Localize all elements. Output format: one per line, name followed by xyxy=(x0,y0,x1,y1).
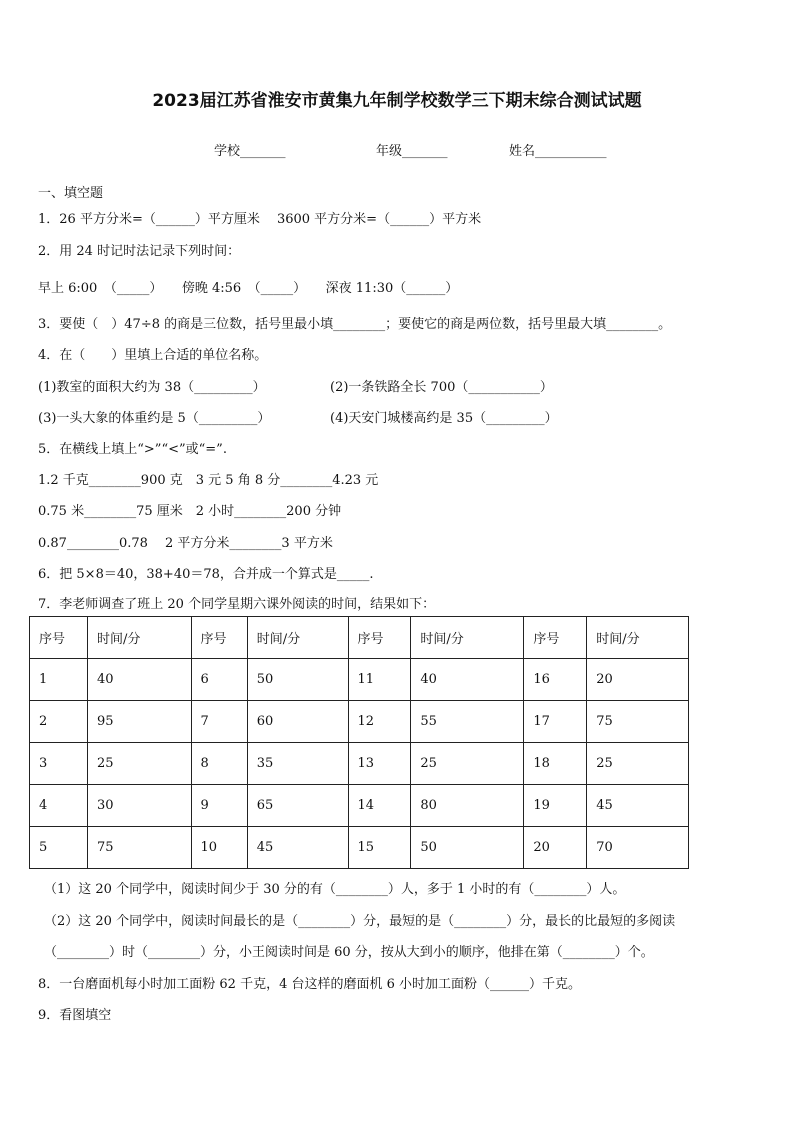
table-header-row xyxy=(30,617,689,659)
table-cell: 20 xyxy=(524,827,587,869)
table-header: 时间/分 xyxy=(247,617,348,659)
question-6: 6．把 5×8＝40，38+40＝78，合并成一个算式是_____. xyxy=(38,567,374,582)
table-cell: 55 xyxy=(411,701,524,743)
question-4-part-4: (4)天安门城楼高约是 35（_________） xyxy=(330,411,558,426)
question-5: 5．在横线上填上“>”“<”或“=”. xyxy=(38,442,227,457)
question-1: 1．26 平方分米=（______）平方厘米 3600 平方分米=（______）平方米 xyxy=(38,212,482,227)
table-cell: 30 xyxy=(87,785,191,827)
table-cell: 2 xyxy=(30,701,88,743)
table-header: 时间/分 xyxy=(411,617,524,659)
table-cell: 35 xyxy=(247,743,348,785)
table-cell: 4 xyxy=(30,785,88,827)
table-cell: 8 xyxy=(191,743,247,785)
section-heading: 一、填空题 xyxy=(38,186,104,201)
question-5-row-3: 0.87________0.78 2 平方分米________3 平方米 xyxy=(38,536,333,551)
page-title: 2023届江苏省淮安市黄集九年制学校数学三下期末综合测试试题 xyxy=(152,91,642,111)
table-cell: 95 xyxy=(87,701,191,743)
table-cell: 25 xyxy=(411,743,524,785)
table-header: 序号 xyxy=(348,617,411,659)
question-9: 9．看图填空 xyxy=(38,1008,112,1023)
table-cell: 9 xyxy=(191,785,247,827)
question-3: 3．要使（ ）47÷8 的商是三位数，括号里最小填________；要使它的商是两位数，括号里最大填________。 xyxy=(38,317,672,332)
table-cell: 60 xyxy=(247,701,348,743)
school-field: 学校_______ xyxy=(214,144,286,159)
table-cell: 6 xyxy=(191,659,247,701)
table-cell: 45 xyxy=(247,827,348,869)
grade-field: 年级_______ xyxy=(376,144,448,159)
question-5-row-1: 1.2 千克________900 克 3 元 5 角 8 分________4.23 元 xyxy=(38,473,379,488)
table-cell: 45 xyxy=(587,785,689,827)
table-cell: 3 xyxy=(30,743,88,785)
table-cell: 12 xyxy=(348,701,411,743)
table-header: 序号 xyxy=(524,617,587,659)
table-cell: 70 xyxy=(587,827,689,869)
table-cell: 14 xyxy=(348,785,411,827)
question-4-part-1: (1)教室的面积大约为 38（_________） xyxy=(38,380,266,395)
table-cell: 10 xyxy=(191,827,247,869)
table-cell: 7 xyxy=(191,701,247,743)
question-4: 4．在（ ）里填上合适的单位名称。 xyxy=(38,348,268,363)
table-header: 序号 xyxy=(191,617,247,659)
table-cell: 40 xyxy=(411,659,524,701)
table-cell: 25 xyxy=(87,743,191,785)
question-4-part-2: (2)一条铁路全长 700（___________） xyxy=(330,380,553,395)
question-7-part-2: （2）这 20 个同学中，阅读时间最长的是（________）分，最短的是（________）分，最长的比最短的多阅读 xyxy=(44,914,676,929)
table-cell: 50 xyxy=(411,827,524,869)
table-cell: 25 xyxy=(587,743,689,785)
table-cell: 15 xyxy=(348,827,411,869)
table-row xyxy=(30,743,689,785)
table-cell: 75 xyxy=(87,827,191,869)
table-cell: 20 xyxy=(587,659,689,701)
table-cell: 1 xyxy=(30,659,88,701)
question-2: 2．用 24 时记时法记录下列时间： xyxy=(38,244,241,259)
table-row xyxy=(30,701,689,743)
table-row xyxy=(30,785,689,827)
table-row xyxy=(30,659,689,701)
question-7-part-2-cont: （________）时（________）分，小王阅读时间是 60 分，按从大到小的顺序，他排在第（________）个。 xyxy=(44,945,654,960)
table-cell: 17 xyxy=(524,701,587,743)
question-4-part-3: (3)一头大象的体重约是 5（_________） xyxy=(38,411,271,426)
table-header: 时间/分 xyxy=(87,617,191,659)
table-cell: 5 xyxy=(30,827,88,869)
question-7: 7．李老师调查了班上 20 个同学星期六课外阅读的时间，结果如下： xyxy=(38,597,436,612)
table-cell: 80 xyxy=(411,785,524,827)
question-5-row-2: 0.75 米________75 厘米 2 小时________200 分钟 xyxy=(38,504,342,519)
question-2-times: 早上 6:00 （_____） 傍晚 4:56 （_____） 深夜 11:30（______） xyxy=(38,281,459,296)
table-header: 时间/分 xyxy=(587,617,689,659)
table-row xyxy=(30,827,689,869)
table-cell: 50 xyxy=(247,659,348,701)
question-8: 8．一台磨面机每小时加工面粉 62 千克，4 台这样的磨面机 6 小时加工面粉（______）千克。 xyxy=(38,977,582,992)
table-cell: 19 xyxy=(524,785,587,827)
table-cell: 11 xyxy=(348,659,411,701)
question-7-part-1: （1）这 20 个同学中，阅读时间少于 30 分的有（________）人，多于 1 小时的有（________）人。 xyxy=(44,882,626,897)
table-cell: 16 xyxy=(524,659,587,701)
table-cell: 75 xyxy=(587,701,689,743)
name-field: 姓名___________ xyxy=(509,144,607,159)
table-cell: 13 xyxy=(348,743,411,785)
table-cell: 65 xyxy=(247,785,348,827)
reading-time-table xyxy=(29,616,689,869)
table-cell: 40 xyxy=(87,659,191,701)
table-header: 序号 xyxy=(30,617,88,659)
table-cell: 18 xyxy=(524,743,587,785)
